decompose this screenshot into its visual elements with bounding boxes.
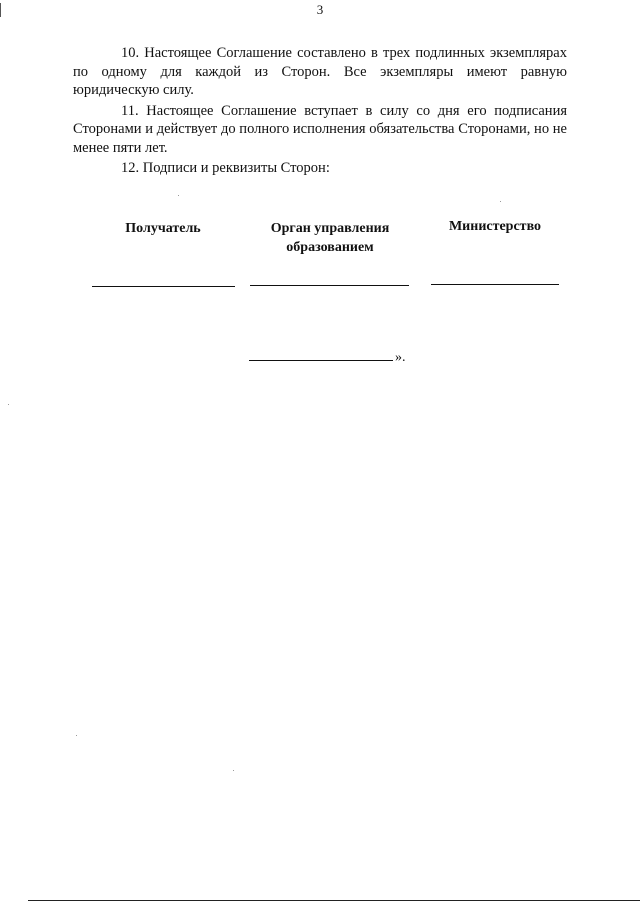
paragraph-11: 11. Настоящее Соглашение вступает в силу со дня его подписания Сторонами и действует до полного исполнения обязательства Сторонами, но не менее пяти лет.: [73, 102, 567, 156]
scan-speck: [178, 195, 179, 196]
scan-speck: [500, 201, 501, 202]
recipient-signature-line: [92, 286, 235, 287]
ministry-signature-line: [431, 284, 559, 285]
page-number: 3: [316, 2, 324, 17]
scan-speck: [233, 770, 234, 771]
paragraph-12: 12. Подписи и реквизиты Сторон:: [121, 160, 330, 176]
paragraph-10: 10. Настоящее Соглашение составлено в трех подлинных экземплярах по одному для каждой из Сторон. Все экземпляры имеют равную юридическую силу.: [73, 45, 567, 98]
date-field: [249, 346, 406, 364]
scan-speck: [76, 735, 77, 736]
party-education-authority-heading: Орган управления образованием: [270, 221, 390, 255]
date-closing-mark: ».: [395, 350, 406, 365]
party-recipient-heading: Получатель: [125, 221, 201, 236]
date-blank-line: [249, 346, 393, 361]
body-text: [73, 44, 567, 178]
party-ministry-heading: Министерство: [448, 219, 542, 234]
scan-speck: [8, 404, 9, 405]
education-authority-signature-line: [250, 285, 409, 286]
bottom-scan-edge: [28, 900, 640, 901]
